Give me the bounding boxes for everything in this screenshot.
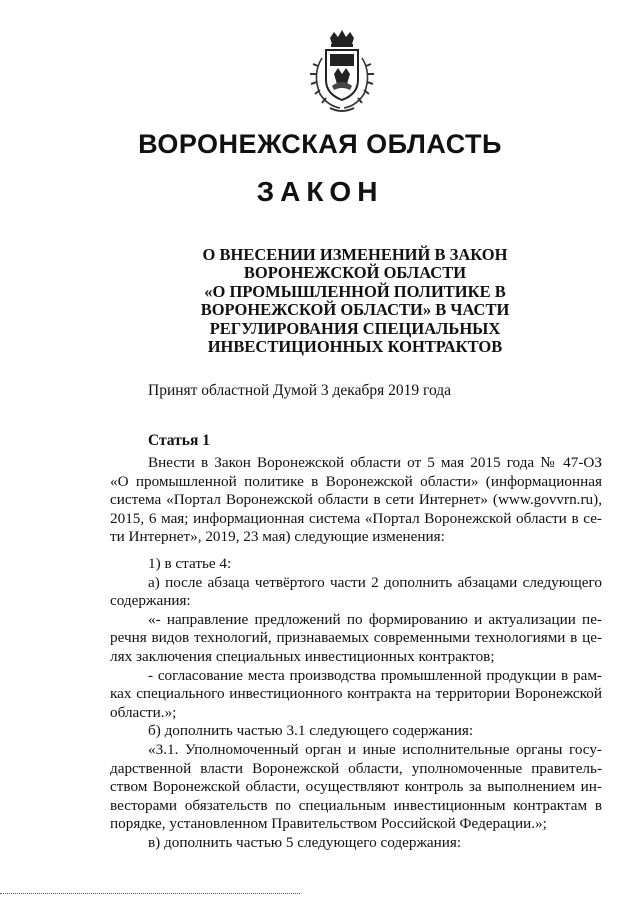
body-line: ках специального инвестиционного контракта на территории Воронежской <box>110 685 602 703</box>
body-line: «О промышленной политике в Воронежской области» (информационная <box>110 472 602 490</box>
body-line: 2015, 6 мая; информационная система «Портал Воронежской области в се- <box>110 509 602 527</box>
body-line: области.»; <box>110 703 177 721</box>
body-line: а) после абзаца четвёртого части 2 дополнить абзацами следующего <box>148 573 602 591</box>
law-title-line: «О ПРОМЫШЛЕННОЙ ПОЛИТИКЕ В <box>204 281 506 301</box>
body-line: содержания: <box>110 592 191 610</box>
body-line: порядке, установленном Правительством Российской Федерации.»; <box>110 815 547 833</box>
body-line: ством Воронежской области, осуществляют контроль за выполнением ин- <box>110 778 602 796</box>
body-line: - согласование места производства промышленной продукции в рам- <box>148 666 602 684</box>
paragraph-gap <box>110 547 602 555</box>
law-title-line: ИНВЕСТИЦИОННЫХ КОНТРАКТОВ <box>207 337 503 357</box>
body-line: в) дополнить частью 5 следующего содержания: <box>148 833 462 851</box>
body-line: «- направление предложений по формированию и актуализации пе- <box>148 610 602 628</box>
body-line: речня видов технологий, признаваемых современными технологиями в це- <box>110 629 602 647</box>
document-type: ЗАКОН <box>256 176 384 207</box>
article-heading: Статья 1 <box>148 432 210 449</box>
law-title-line: ВОРОНЕЖСКОЙ ОБЛАСТИ» В ЧАСТИ <box>200 300 510 320</box>
body-line: б) дополнить частью 3.1 следующего содержания: <box>148 722 474 740</box>
region-title: ВОРОНЕЖСКАЯ ОБЛАСТЬ <box>138 129 502 159</box>
law-title-line: РЕГУЛИРОВАНИЯ СПЕЦИАЛЬНЫХ <box>209 318 501 338</box>
coat-of-arms-emblem <box>300 28 384 114</box>
body-line: «3.1. Уполномоченный орган и иные исполнительные органы госу- <box>148 740 602 758</box>
body-line: ти Интернет», 2019, 23 мая) следующие изменения: <box>110 528 445 546</box>
law-title <box>190 246 520 356</box>
body-line: система «Портал Воронежской области в сети Интернет» (www.govvrn.ru), <box>110 491 602 509</box>
body-line: лях заключения специальных инвестиционных контрактов; <box>110 647 495 665</box>
law-title-line: О ВНЕСЕНИИ ИЗМЕНЕНИЙ В ЗАКОН <box>202 245 508 264</box>
footer-divider <box>0 893 300 894</box>
adoption-date-line: Принят областной Думой 3 декабря 2019 года <box>148 382 452 399</box>
body-line: весторами обязательств по специальным инвестиционным контрактам в <box>110 796 602 814</box>
article-body <box>110 454 602 852</box>
body-line: дарственной власти Воронежской области, уполномоченные правитель- <box>110 759 602 777</box>
body-line: 1) в статье 4: <box>148 554 232 572</box>
body-line: Внести в Закон Воронежской области от 5 мая 2015 года № 47-ОЗ <box>148 454 602 471</box>
law-title-line: ВОРОНЕЖСКОЙ ОБЛАСТИ <box>243 263 467 283</box>
